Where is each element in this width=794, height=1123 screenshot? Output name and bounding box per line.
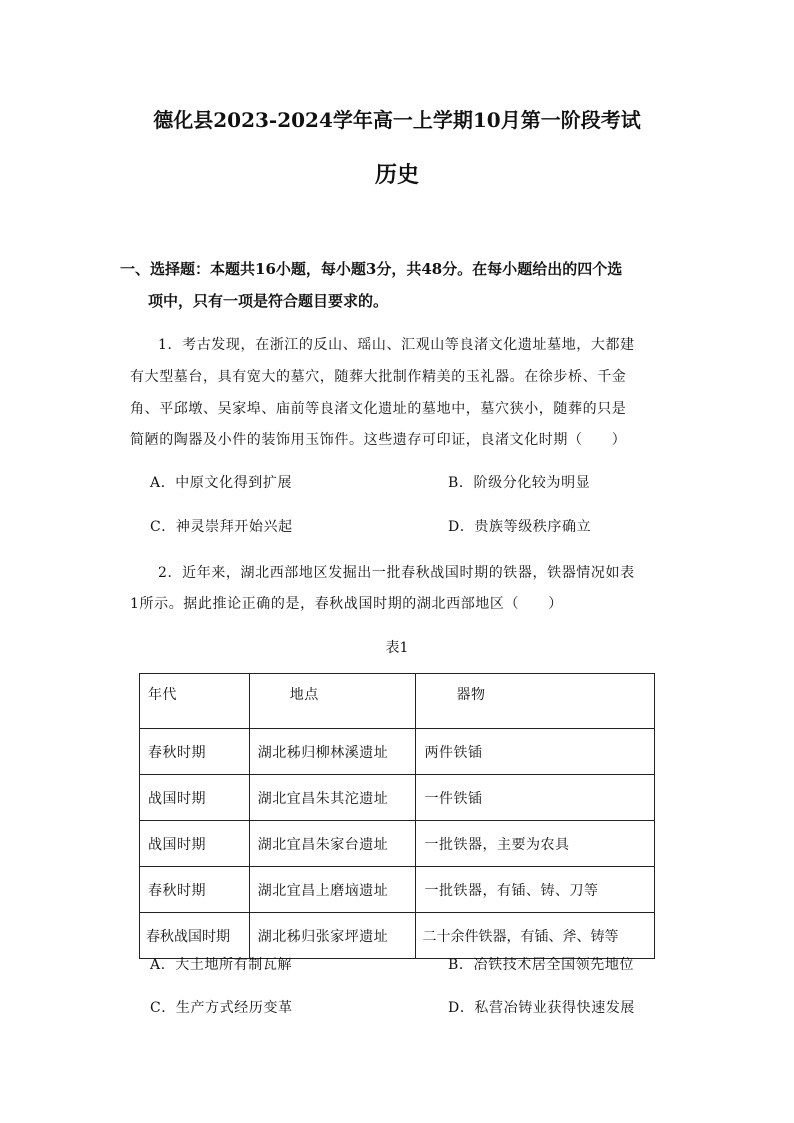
- table-cell: 春秋时期: [140, 729, 250, 775]
- table-row: [140, 867, 655, 913]
- table-cell: 一批铁器，有锸、铸、刀等: [416, 867, 655, 913]
- table-row: [140, 913, 655, 959]
- q1-line: 有大型墓台，具有宽大的墓穴，随葬大批制作精美的玉礼器。在徐步桥、千金: [130, 369, 627, 385]
- table-caption: 表1: [385, 640, 409, 656]
- q1-line: 1．考古发现，在浙江的反山、瑶山、汇观山等良渚文化遗址墓地，大都建: [158, 337, 635, 353]
- exam-title: 德化县2023-2024学年高一上学期10月第一阶段考试: [153, 108, 641, 132]
- iron-artifacts-table: [139, 673, 655, 959]
- table-header-cell: 地点: [249, 674, 416, 729]
- table-cell: 湖北秭归柳林溪遗址: [249, 729, 416, 775]
- table-cell: 湖北宜昌上磨垴遗址: [249, 867, 416, 913]
- table-cell: 湖北秭归张家坪遗址: [249, 913, 416, 959]
- table-row: [140, 775, 655, 821]
- q2-line: 2．近年来，湖北西部地区发掘出一批春秋战国时期的铁器，铁器情况如表: [158, 565, 635, 581]
- table-cell: 一批铁器，主要为农具: [416, 821, 655, 867]
- q1-option-c[interactable]: C．神灵崇拜开始兴起: [150, 519, 293, 535]
- q1-line: 简陋的陶器及小件的装饰用玉饰件。这些遗存可印证，良渚文化时期（ ）: [130, 432, 627, 448]
- table-cell: 两件铁锸: [416, 729, 655, 775]
- q2-line: 1所示。据此推论正确的是，春秋战国时期的湖北西部地区（ ）: [130, 596, 563, 612]
- q2-option-d[interactable]: D．私营冶铸业获得快速发展: [448, 1000, 636, 1016]
- q1-option-d[interactable]: D．贵族等级秩序确立: [448, 519, 592, 535]
- table-cell: 湖北宜昌朱家台遗址: [249, 821, 416, 867]
- table-header-row: [140, 674, 655, 729]
- table-row: [140, 729, 655, 775]
- q2-option-c[interactable]: C．生产方式经历变革: [150, 1000, 293, 1016]
- table-cell: 二十余件铁器，有锸、斧、铸等: [416, 913, 655, 959]
- q1-option-a[interactable]: A．中原文化得到扩展: [150, 475, 293, 491]
- q2-option-a[interactable]: A．大土地所有制瓦解: [150, 957, 293, 973]
- table-header-cell: 器物: [416, 674, 655, 729]
- table-cell: 春秋战国时期: [140, 913, 250, 959]
- subject-title: 历史: [374, 162, 419, 188]
- table-cell: 春秋时期: [140, 867, 250, 913]
- table-cell: 战国时期: [140, 775, 250, 821]
- q2-option-b[interactable]: B．冶铁技术居全国领先地位: [448, 957, 635, 973]
- section-heading-line1: 一、选择题：本题共16小题，每小题3分，共48分。在每小题给出的四个选: [120, 260, 623, 278]
- table-cell: 一件铁锸: [416, 775, 655, 821]
- section-heading-line2: 项中，只有一项是符合题目要求的。: [148, 292, 389, 310]
- q1-option-b[interactable]: B．阶级分化较为明显: [448, 475, 591, 491]
- table-row: [140, 821, 655, 867]
- table-header-cell: 年代: [140, 674, 250, 729]
- q1-line: 角、平邱墩、吴家埠、庙前等良渚文化遗址的墓地中，墓穴狭小，随葬的只是: [130, 401, 627, 417]
- table-cell: 战国时期: [140, 821, 250, 867]
- table-cell: 湖北宜昌朱其沱遗址: [249, 775, 416, 821]
